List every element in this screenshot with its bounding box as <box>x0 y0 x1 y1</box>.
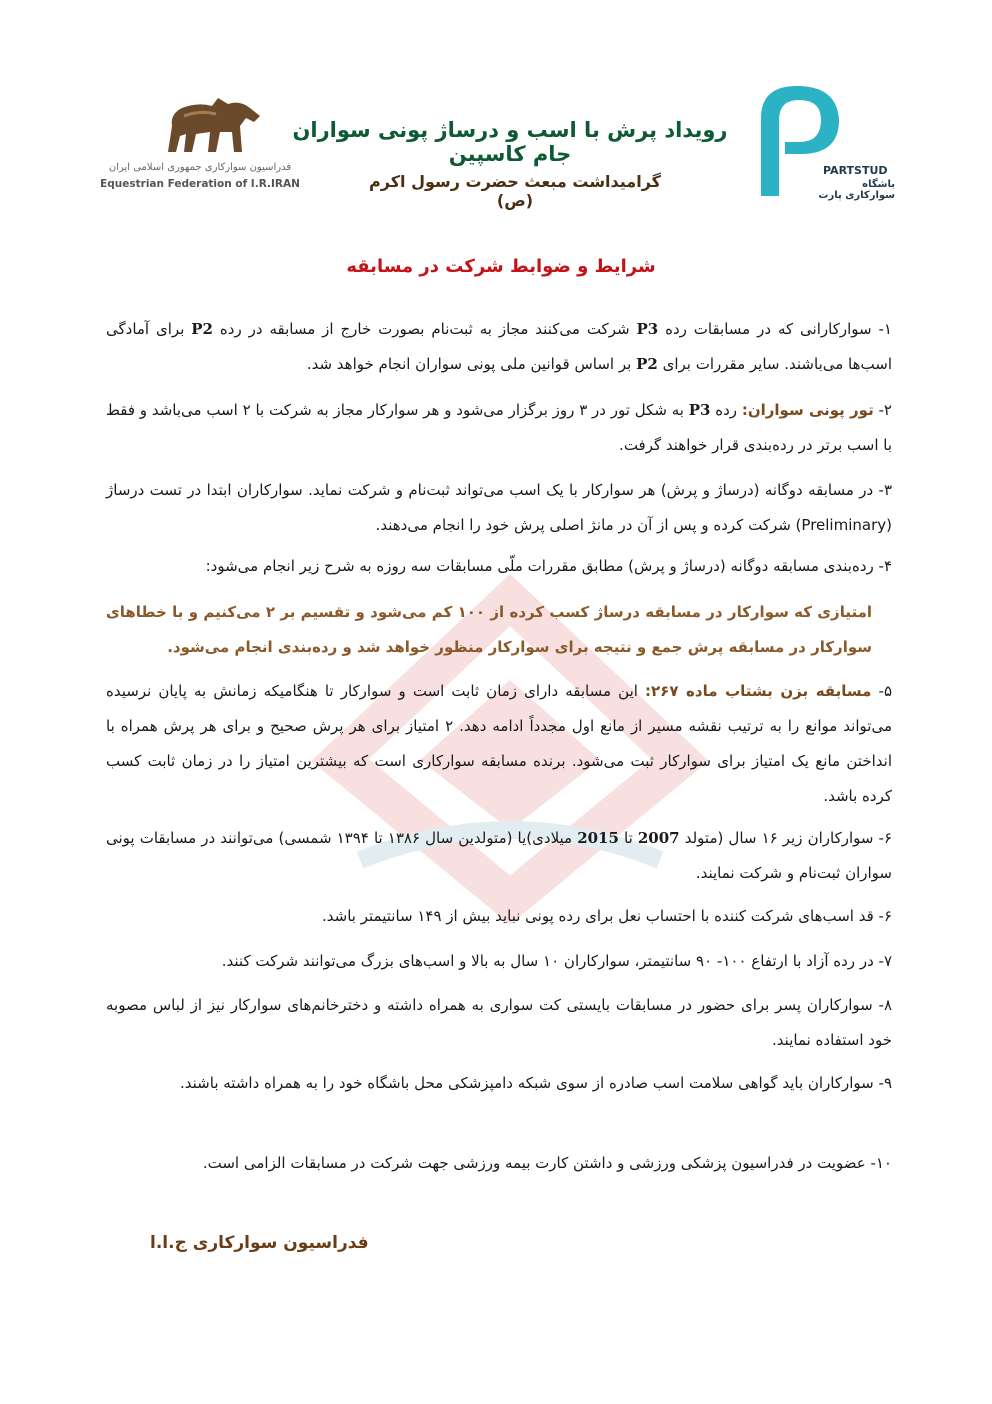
rule-item-3: ۳- در مسابقه دوگانه (درساژ و پرش) هر سوارکار با یک اسب می‌تواند ثبت‌نام و شرکت نماید. سوارکاران ابتدا در تست درساژ (Preliminary) شرکت کرده و پس از آن در مانژ اصلی پرش خود را انجام می‌دهند. <box>106 481 892 534</box>
rule-item-5: ۵- مسابقه بزن بشتاب ماده ۲۶۷: این مسابقه دارای زمان ثابت است و سوارکار تا هنگامیکه زمانش به پایان نرسیده می‌تواند موانع را به ترتیب نقشه مسیر از مانع اول مجدداً ادامه دهد. ۲ امتیاز برای هر پرش صحیح و برای هر پرش همراه با انداختن مانع یک امتیاز برای سوارکار ثبت می‌شود. برنده مسابقه سوارکاری است که بیشترین امتیاز را در زمان ثابت کسب کرده باشد. <box>106 682 893 805</box>
horse-logo-icon <box>100 92 300 162</box>
rule-item-10: ۱۰- عضویت در فدراسیون پزشکی ورزشی و داشتن کارت بیمه ورزشی جهت شرکت در مسابقات الزامی است. <box>202 1154 892 1172</box>
signature: فدراسیون سوارکاری ج.ا.ا <box>150 1233 369 1253</box>
rule-item-9: ۹- سوارکاران باید گواهی سلامت اسب صادره از سوی شبکه دامپزشکی محل باشگاه خود را به همراه داشته باشند. <box>180 1074 892 1092</box>
federation-name-en: Equestrian Federation of I.R.IRAN <box>100 178 300 190</box>
club-name-en: PARTSTUD <box>823 164 888 177</box>
rule-item-2: ۲- تور پونی سواران: رده P3 به شکل تور در ۳ روز برگزار می‌شود و هر سوارکار مجاز به شرکت با ۲ اسب می‌باشد و فقط با اسب برتر در رده‌بندی قرار خواهند گرفت. <box>106 401 892 454</box>
rule-item-4-detail: امتیازی که سوارکار در مسابقه درساژ کسب کرده از ۱۰۰ کم می‌شود و تقسیم بر ۲ می‌کنیم و با خطاهای سوارکار در مسابقه پرش جمع و نتیجه برای سوارکار منظور خواهد شد و رده‌بندی انجام می‌شود. <box>106 603 872 656</box>
rule-item-8: ۸- سوارکاران پسر برای حضور در مسابقات بایستی کت سواری به همراه داشته و دخترخانم‌های سوارکار نیز از لباس مصوبه خود استفاده نمایند. <box>106 996 892 1049</box>
rule-item-4: ۴- رده‌بندی مسابقه دوگانه (درساژ و پرش) مطابق مقررات ملّی مسابقات سه روزه به شرح زیر انجام می‌شود: <box>205 557 892 575</box>
rule-item-7: ۷- در رده آزاد با ارتفاع ۱۰۰- ۹۰ سانتیمتر، سوارکاران ۱۰ سال به بالا و اسب‌های بزرگ می‌توانند شرکت کنند. <box>221 952 892 970</box>
rule-item-6: ۶- سوارکاران زیر ۱۶ سال (متولد 2007 تا 2015 میلادی)یا (متولدین سال ۱۳۸۶ تا ۱۳۹۴ شمسی) می‌توانند در مسابقات پونی سواران ثبت‌نام و شرکت نمایند. <box>106 829 893 882</box>
pony-tour-label: تور پونی سواران: <box>741 401 874 419</box>
speed-competition-label: مسابقه بزن بشتاب ماده ۲۶۷: <box>645 682 872 700</box>
federation-logo <box>100 92 300 202</box>
event-subtitle: گرامیداشت مبعث حضرت رسول اکرم (ص) <box>369 172 661 210</box>
rule-item-6b: ۶- قد اسب‌های شرکت کننده با احتساب نعل برای رده پونی نباید بیش از ۱۴۹ سانتیمتر باشد. <box>322 907 892 925</box>
event-title: رویداد پرش با اسب و درساژ پونی سواران جام کاسپین <box>292 118 728 166</box>
rule-item-1: ۱- سوارکارانی که در مسابقات رده P3 شرکت می‌کنند مجاز به ثبت‌نام بصورت خارج از مسابقه در رده P2 برای آمادگی اسب‌ها می‌باشند. سایر مقررات برای P2 بر اساس قوانین ملی پونی سواران انجام خواهد شد. <box>106 320 892 373</box>
club-name-fa: باشگاه سوارکاری پارت <box>818 179 895 201</box>
federation-name-fa: فدراسیون سوارکاری جمهوری اسلامی ایران <box>108 162 292 173</box>
section-title: شرایط و ضوابط شرکت در مسابقه <box>346 256 656 277</box>
partstud-logo <box>745 78 895 208</box>
